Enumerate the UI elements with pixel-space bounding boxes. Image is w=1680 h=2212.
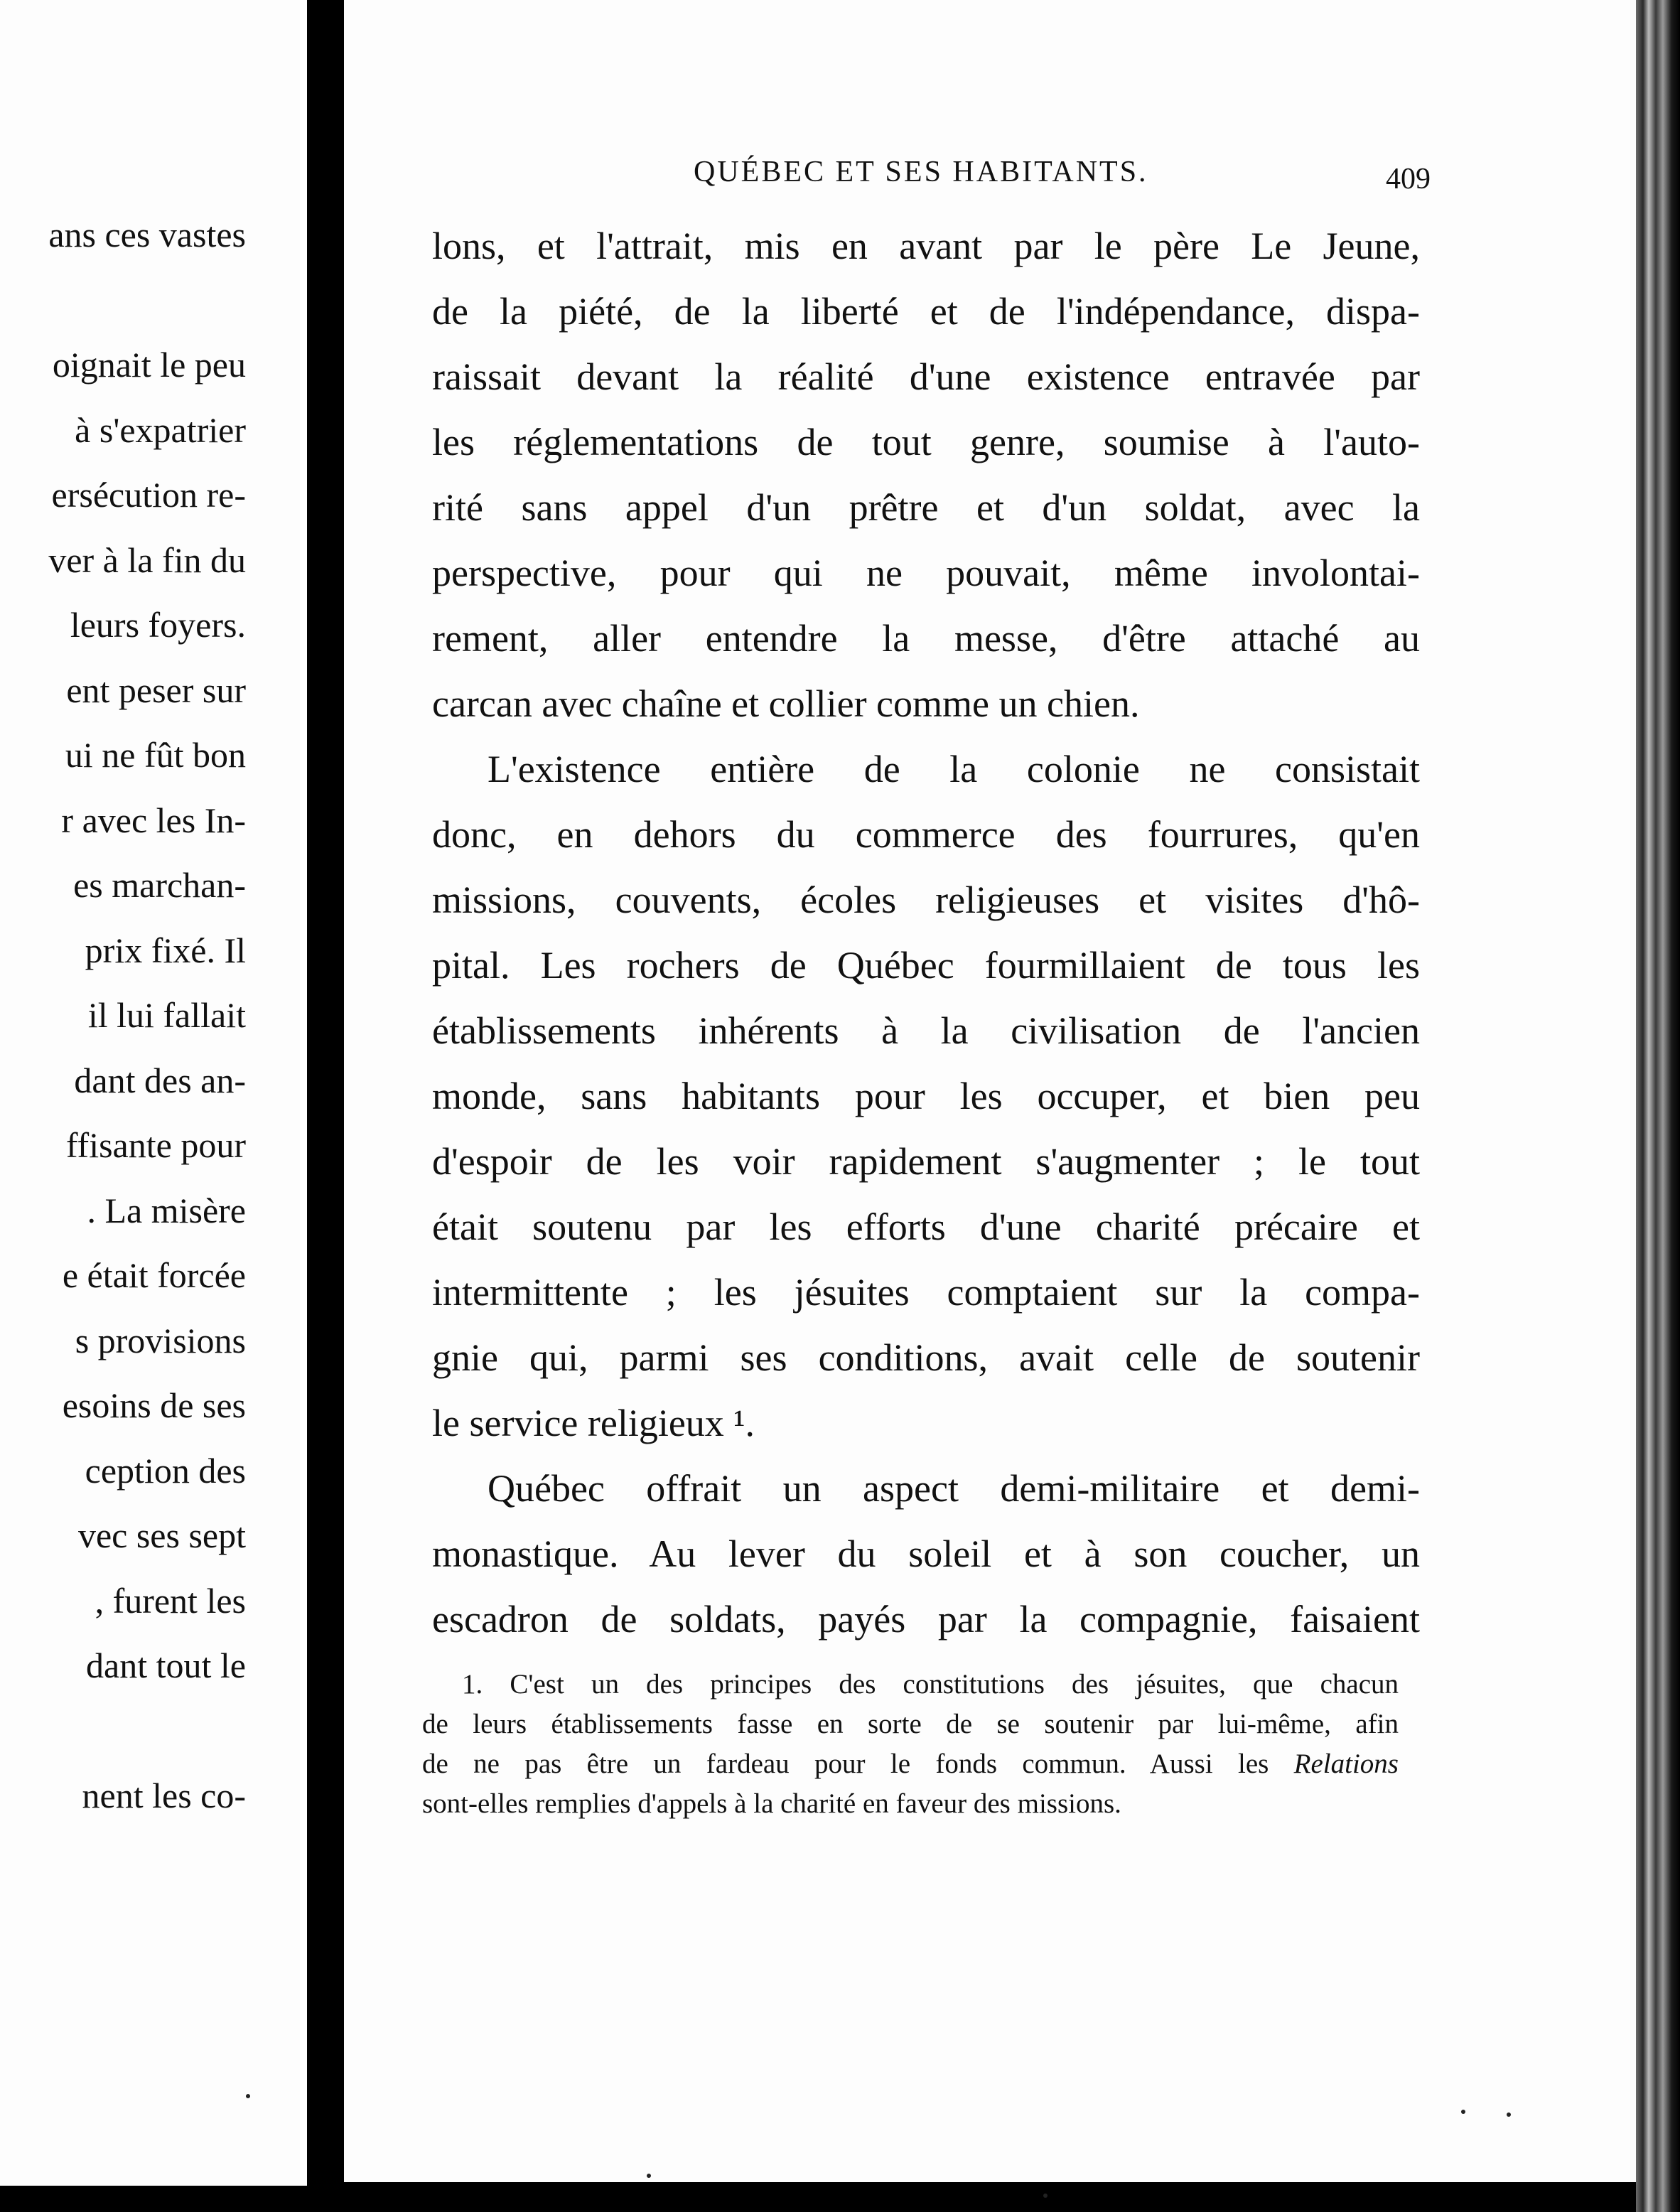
body-line: le service religieux ¹. [432,1402,755,1444]
left-line: dant tout le [86,1645,246,1685]
left-line: il lui fallait [87,995,246,1035]
left-line: ffisante pour [65,1125,246,1165]
body-line: raissait devant la réalité d'une existence entravée par [432,355,1420,398]
footnotes [422,1665,1399,1824]
body-line: Québec offrait un aspect demi-militaire et demi- [488,1467,1420,1510]
body-line: rité sans appel d'un prêtre et d'un soldat, avec la [432,486,1420,529]
scan-speck [246,2094,250,2098]
footnote-line: sont-elles remplies d'appels à la charité en faveur des missions. [422,1788,1121,1819]
left-line: leurs foyers. [70,605,246,645]
left-line: oignait le peu [52,345,246,385]
left-line: , furent les [95,1580,246,1621]
left-line: s provisions [75,1320,246,1360]
scan-speck [1043,2194,1048,2198]
left-page-text [48,203,246,1829]
left-line: ception des [85,1450,246,1491]
relations-title: Relations [1293,1749,1399,1779]
left-line: ersécution re- [51,475,246,515]
left-line: vec ses sept [77,1515,246,1555]
left-line: es marchan- [73,865,246,905]
body-line: monastique. Au lever du soleil et à son coucher, un [432,1532,1420,1575]
body-line: monde, sans habitants pour les occuper, et bien peu [432,1075,1420,1117]
body-line: intermittente ; les jésuites comptaient sur la compa- [432,1271,1420,1314]
running-head: QUÉBEC ET SES HABITANTS. [694,156,1148,188]
book-gutter [307,0,344,2212]
left-line: ver à la fin du [48,539,246,580]
left-line: ui ne fût bon [65,735,246,775]
left-line: esoins de ses [62,1385,246,1425]
body-line: L'existence entière de la colonie ne consistait [488,748,1420,790]
body-line: rement, aller entendre la messe, d'être attaché au [432,617,1420,660]
footnote-line: de ne pas être un fardeau pour le fonds commun. Aussi les Relations [422,1749,1399,1779]
body-line: les réglementations de tout genre, soumise à l'auto- [432,421,1420,463]
left-line: à s'expatrier [75,409,246,450]
page-edge [1636,0,1680,2212]
body-line: gnie qui, parmi ses conditions, avait celle de soutenir [432,1336,1420,1379]
body-line: missions, couvents, écoles religieuses et visites d'hô- [432,879,1420,921]
left-line: ent peser sur [66,670,246,710]
left-line: ans ces vastes [48,215,246,254]
left-line: . La misère [87,1190,246,1230]
body-text [432,213,1420,1652]
left-line-blank [48,268,246,333]
footnote-line: 1. C'est un des principes des constitutions des jésuites, que chacun [462,1669,1399,1700]
body-line: d'espoir de les voir rapidement s'augmenter ; le tout [432,1140,1420,1183]
body-line: établissements inhérents à la civilisation de l'ancien [432,1009,1420,1052]
body-line: de la piété, de la liberté et de l'indépendance, dispa- [432,290,1420,333]
body-line: pital. Les rochers de Québec fourmillaient de tous les [432,944,1420,987]
left-line: nent les co- [82,1776,246,1815]
page-number: 409 [1386,163,1431,195]
scan-speck [1507,2112,1511,2117]
footnote-line: de leurs établissements fasse en sorte de se soutenir par lui-même, afin [422,1709,1399,1739]
left-line: dant des an- [74,1060,246,1100]
left-line-blank [48,1699,246,1764]
left-page [0,0,307,2186]
body-line: escadron de soldats, payés par la compagnie, faisaient [432,1598,1420,1641]
body-line: était soutenu par les efforts d'une charité précaire et [432,1206,1420,1248]
body-line: lons, et l'attrait, mis en avant par le père Le Jeune, [432,225,1420,267]
scan-speck [1461,2110,1465,2114]
left-line: e était forcée [62,1255,246,1295]
left-line: prix fixé. Il [85,930,246,970]
body-line: carcan avec chaîne et collier comme un chien. [432,682,1140,725]
body-line: donc, en dehors du commerce des fourrures, qu'en [432,813,1420,856]
left-line: r avec les In- [61,800,246,840]
body-line: perspective, pour qui ne pouvait, même involontai- [432,552,1420,594]
scan-speck [647,2174,651,2178]
